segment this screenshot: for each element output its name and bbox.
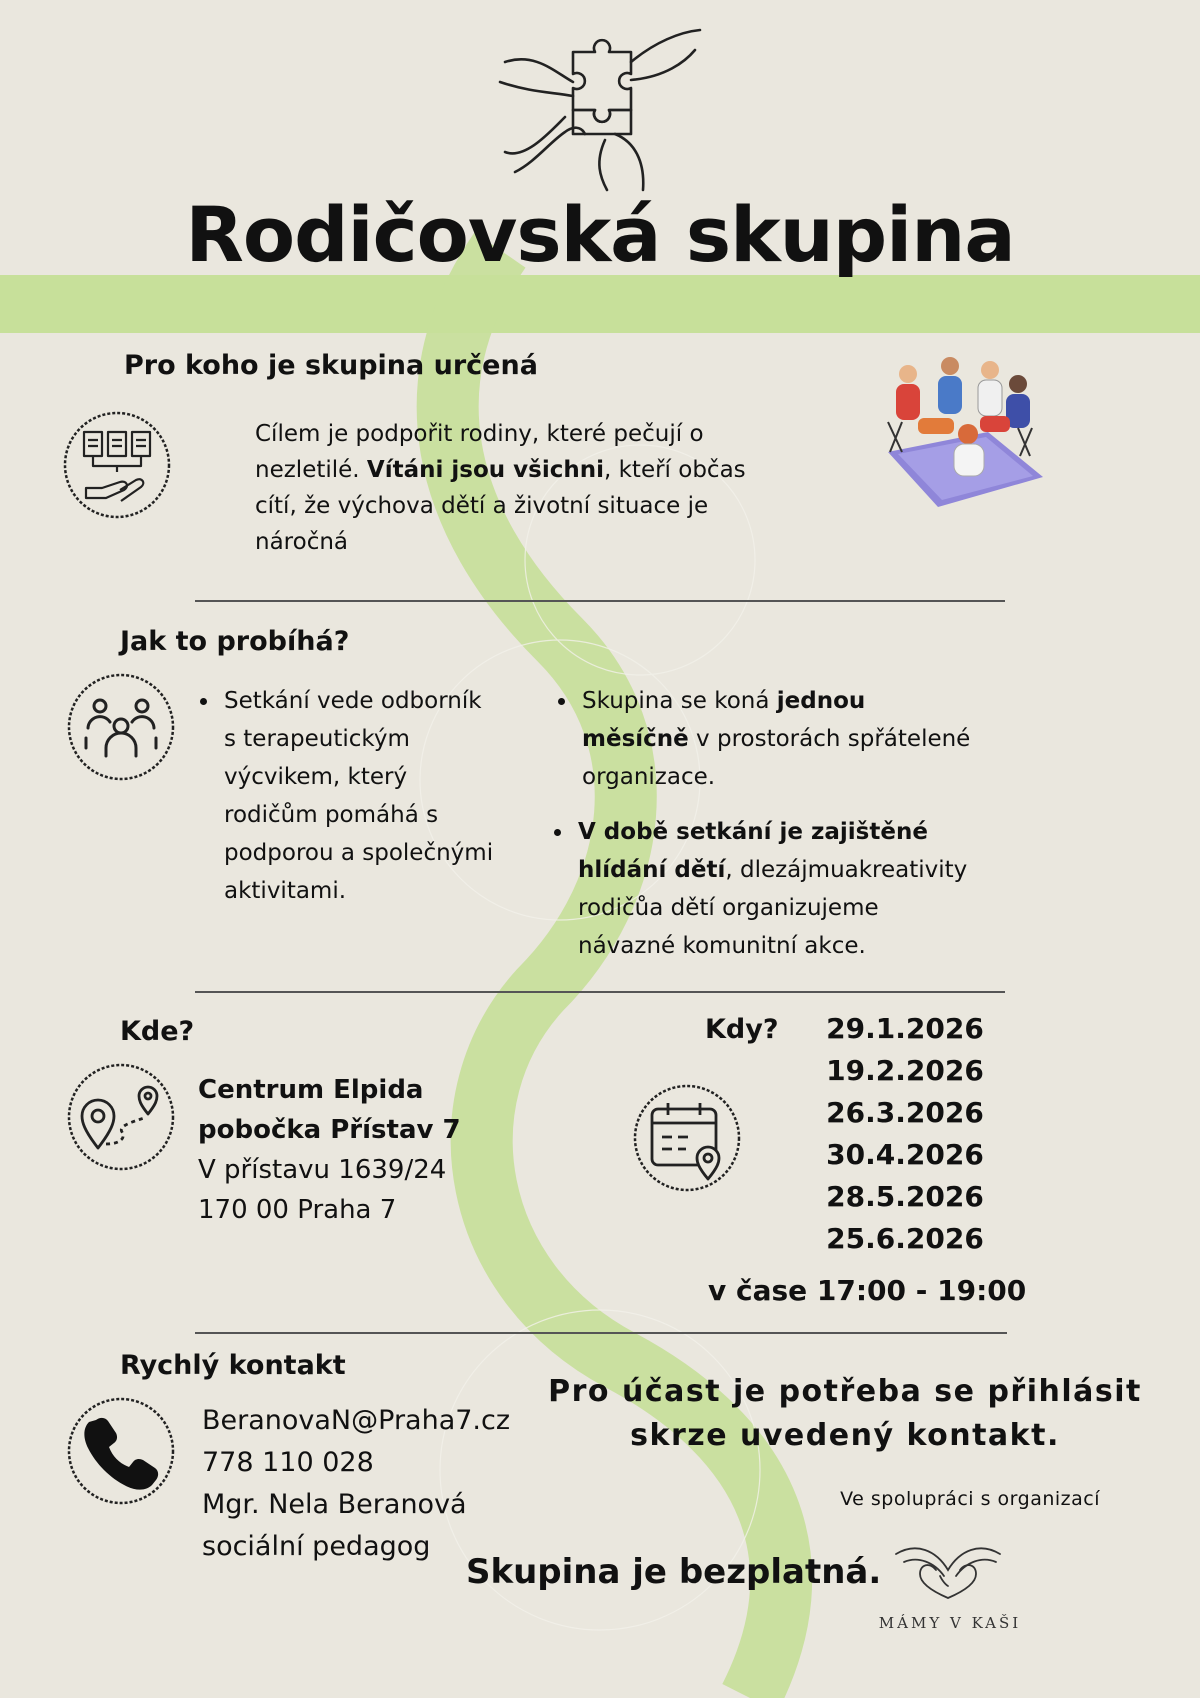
date-5: 28.5.2026 [826,1180,984,1213]
how-bullet-2-bold: jednou měsíčně [582,688,866,752]
how-bullet-3 [552,813,972,965]
for-whom-text-2: , kteří občas cítí, že výchova dětí a životní situace je náročná [255,457,746,555]
divider-3 [195,1332,1007,1334]
divider-2 [195,991,1005,993]
how-column-2b [552,813,972,965]
divider-1 [195,600,1005,602]
contact-role: sociální pedagog [202,1531,431,1562]
cooperation-label: Ve spolupráci s organizací [840,1488,1100,1510]
where-address [198,1070,518,1230]
date-3: 26.3.2026 [826,1096,984,1129]
date-4: 30.4.2026 [826,1138,984,1171]
where-city: 170 00 Praha 7 [198,1195,397,1225]
how-column-2 [556,682,976,796]
support-group-illustration [868,352,1048,522]
section-heading-contact: Rychlý kontakt [120,1350,346,1381]
section-heading-when: Kdy? [705,1014,779,1045]
registration-notice-line-1: Pro účast je potřeba se přihlásit [548,1374,1142,1409]
when-dates [820,1008,990,1260]
calendar-location-icon [632,1083,742,1193]
how-bullet-3-tail: , dlezájmuakreativity rodičůa dětí organizujeme návazné komunitní akce. [578,857,968,959]
documents-hand-icon [62,410,172,520]
free-notice: Skupina je bezplatná. [466,1552,882,1592]
map-route-icon [66,1062,176,1172]
how-bullet-3-bold: V době setkání je zajištěné hlídání dětí [578,819,928,883]
for-whom-text [255,416,775,560]
where-name-2: pobočka Přístav 7 [198,1115,461,1145]
how-bullet-1: Setkání vede odborník s terapeutickým výcvikem, který rodičům pomáhá s podporou a společnými aktivitami. [198,682,498,910]
puzzle-hands-icon [495,22,705,192]
group-people-icon [66,672,176,782]
when-time: v čase 17:00 - 19:00 [708,1274,1027,1307]
where-name-1: Centrum Elpida [198,1075,424,1105]
section-heading-for-whom: Pro koho je skupina určená [124,350,538,381]
how-column-1 [198,682,498,910]
date-6: 25.6.2026 [826,1222,984,1255]
how-bullet-2-tail: v prostorách spřátelené organizace. [582,726,971,790]
registration-notice-line-2: skrze uvedený kontakt. [630,1418,1060,1453]
registration-notice [545,1370,1145,1458]
where-street: V přístavu 1639/24 [198,1155,447,1185]
for-whom-text-1: Cílem je podpořit rodiny, které pečují o nezletilé. [255,421,704,483]
date-1: 29.1.2026 [826,1012,984,1045]
partner-logo-text: MÁMY V KAŠI [878,1614,1022,1632]
green-band [0,275,1200,333]
how-bullet-2-text: Skupina se koná [582,688,777,714]
section-heading-where: Kde? [120,1016,195,1047]
for-whom-text-bold: Vítáni jsou všichni [366,457,604,483]
contact-details [202,1400,562,1568]
contact-phone[interactable]: 778 110 028 [202,1447,374,1478]
date-2: 19.2.2026 [826,1054,984,1087]
heart-hands-logo [886,1532,1016,1622]
contact-email[interactable]: BeranovaN@Praha7.cz [202,1405,511,1436]
phone-icon [66,1396,176,1506]
page-title: Rodičovská skupina [185,190,1015,279]
section-heading-how: Jak to probíhá? [120,626,350,657]
how-bullet-2 [556,682,976,796]
contact-name: Mgr. Nela Beranová [202,1489,467,1520]
